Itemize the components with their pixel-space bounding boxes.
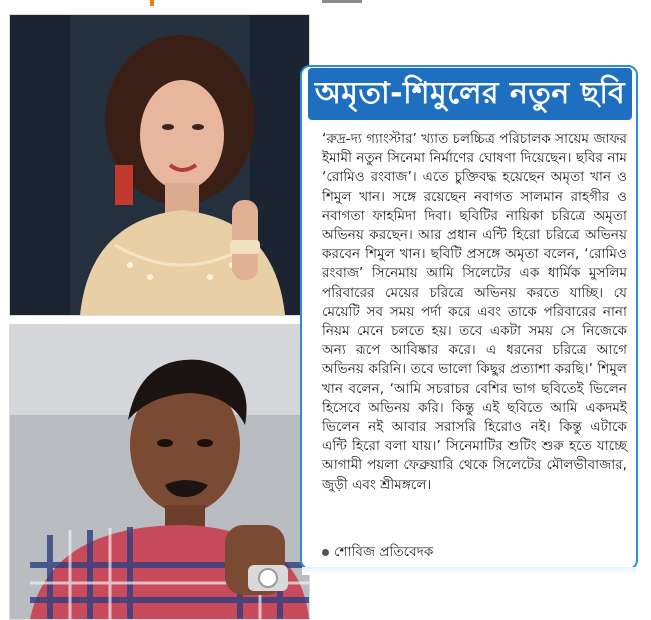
article-byline — [322, 541, 622, 564]
article-headline: অমৃতা-শিমুলের নতুন ছবি — [314, 75, 626, 111]
actress-figure — [10, 15, 309, 315]
byline-text: শোবিজ প্রতিবেদক — [334, 544, 434, 560]
headline-banner — [308, 68, 632, 120]
article-box-shadow — [302, 567, 636, 575]
article-body: ‘রুদ্র-দ্য গ্যাংস্টার’ খ্যাত চলচ্চিত্র পরিচালক সায়েম জাফর ইমামী নতুন সিনেমা নির্মাণের ঘোষণা দিয়েছেন। ছবির নাম ‘রোমিও রংবাজ’। এতে চুক্তিবদ্ধ হয়েছেন অমৃতা খান ও শিমুল খান। সঙ্গে রয়েছেন নবাগত সালমান রাহগীর ও নবাগতা ফাহমিদা দিবা। ছবিটির নায়িকা চরিত্রে অমৃতা অভিনয় করছেন। আর প্রধান এন্টি হিরো চরিত্রে অভিনয় করবেন শিমুল খান। ছবিটি প্রসঙ্গে অমৃতা বলেন, ‘রোমিও রংবাজ’ সিনেমায় আমি সিলেটের এক ধার্মিক মুসলিম পরিবারের মেয়ের চরিত্রে অভিনয় করতে যাচ্ছি। যে মেয়েটি সব সময় পর্দা করে এবং তাকে পরিবারের নানা নিয়ম মেনে চলতে হয়। তবে একটা সময় সে নিজেকে অন্য রূপে আবিষ্কার করে। এ ধরনের চরিত্রে আগে অভিনয় করিনি। তবে ভালো কিছুর প্রত্যাশা করছি।’ শিমুল খান বলেন, ‘আমি সচরাচর বেশির ভাগ ছবিতেই ভিলেন হিসেবে অভিনয় করি। কিন্তু এই ছবিতে আমি একদমই ভিলেন নই আবার সরাসরি হিরোও নই। কিন্তু এটাকে এন্টি হিরো বলা যায়।’ সিনেমাটির শুটিং শুরু হতে যাচ্ছে আগামী পয়লা ফেব্রুয়ারি থেকে সিলেটের মৌলভীবাজার, জুড়ী এবং শ্রীমঙ্গলে। — [322, 131, 627, 493]
bullet-icon — [322, 549, 329, 556]
actor-photo — [9, 324, 310, 620]
section-marker — [150, 0, 154, 6]
actor-figure — [10, 325, 309, 619]
page-header-fragment — [322, 0, 362, 3]
actress-photo — [9, 14, 310, 316]
